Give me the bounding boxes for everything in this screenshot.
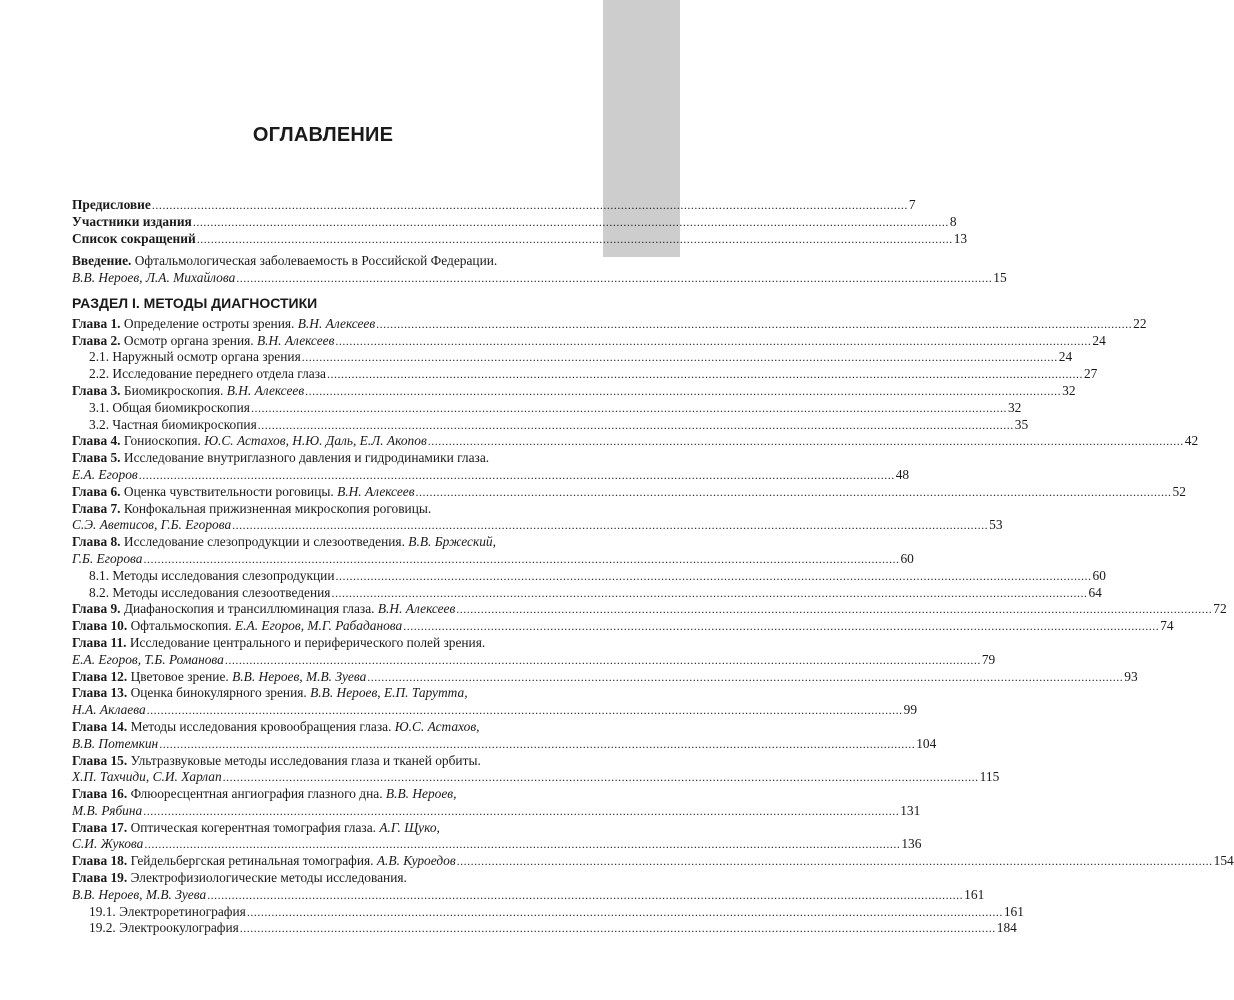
toc-chapter-19-authors[interactable] bbox=[72, 886, 985, 904]
dot-leader bbox=[147, 702, 903, 719]
toc-page: 115 bbox=[979, 769, 1000, 785]
toc-chapter-7-authors[interactable] bbox=[72, 517, 1003, 534]
chapter-title: Гейдельбергская ретинальная томография. bbox=[130, 853, 374, 869]
dot-leader bbox=[331, 585, 1087, 602]
toc-page: 64 bbox=[1088, 584, 1102, 600]
chapter-authors: Г.Б. Егорова bbox=[72, 550, 143, 566]
chapter-title: Гониоскопия. bbox=[123, 433, 201, 449]
toc-page: 161 bbox=[1003, 903, 1024, 919]
dot-leader bbox=[159, 736, 915, 753]
toc-page: 154 bbox=[1213, 853, 1234, 869]
chapter-title: Исследование слезопродукции и слезоотведения. bbox=[123, 534, 405, 550]
toc-page: 22 bbox=[1133, 315, 1147, 331]
chapter-authors: С.Э. Аветисов, Г.Б. Егорова bbox=[72, 517, 232, 533]
chapter-number: Глава 4. bbox=[72, 433, 121, 449]
dot-leader bbox=[143, 551, 899, 568]
dot-leader bbox=[367, 669, 1123, 686]
chapter-number: Глава 1. bbox=[72, 315, 121, 331]
dot-leader bbox=[247, 904, 1003, 921]
dot-leader bbox=[305, 383, 1061, 400]
toc-chapter-1[interactable] bbox=[72, 315, 1147, 333]
dot-leader bbox=[456, 601, 1212, 618]
toc-chapter-19[interactable] bbox=[72, 870, 564, 887]
chapter-authors: В.Н. Алексеев bbox=[337, 483, 415, 499]
chapter-authors: Е.А. Егоров, М.Г. Рабаданова bbox=[234, 618, 403, 634]
chapter-title: Оценка чувствительности роговицы. bbox=[123, 483, 334, 499]
toc-page: 74 bbox=[1160, 618, 1174, 634]
chapter-title: Оптическая когерентная томография глаза. bbox=[130, 819, 376, 835]
toc-subsection-19-2[interactable] bbox=[72, 920, 1017, 937]
subsection-title: 8.2. Методы исследования слезоотведения bbox=[89, 584, 331, 600]
chapter-title: Ультразвуковые методы исследования глаза и тканей орбиты. bbox=[130, 752, 481, 768]
chapter-number: Глава 11. bbox=[72, 634, 127, 650]
chapter-title: Флюоресцентная ангиография глазного дна. bbox=[130, 786, 383, 802]
dot-leader bbox=[240, 920, 996, 937]
toc-item-abbreviations[interactable] bbox=[72, 230, 968, 248]
toc-label: Предисловие bbox=[72, 197, 151, 212]
toc-page: 13 bbox=[953, 230, 968, 246]
toc-page: 184 bbox=[996, 920, 1017, 936]
chapter-number: Глава 10. bbox=[72, 618, 128, 634]
chapter-authors: Н.А. Аклаева bbox=[72, 702, 146, 718]
toc-page: 32 bbox=[1062, 382, 1076, 398]
toc-chapter-16-authors[interactable] bbox=[72, 802, 921, 820]
subsection-title: 3.2. Частная биомикроскопия bbox=[89, 416, 257, 432]
toc-label: Участники издания bbox=[72, 213, 192, 229]
toc-page: 32 bbox=[1007, 399, 1022, 415]
chapter-authors: В.Н. Алексеев bbox=[226, 382, 305, 398]
dot-leader bbox=[152, 197, 908, 214]
toc-page: 104 bbox=[916, 735, 937, 751]
toc-page: 99 bbox=[903, 702, 918, 718]
toc-subsection-19-1[interactable] bbox=[72, 903, 1024, 921]
toc-chapter-2[interactable] bbox=[72, 332, 1106, 350]
dot-leader bbox=[258, 417, 1014, 434]
chapter-number: Глава 6. bbox=[72, 483, 121, 499]
chapter-authors: А.Г. Щуко, bbox=[379, 819, 440, 835]
toc-chapter-16[interactable] bbox=[72, 786, 564, 803]
toc-page: 136 bbox=[901, 836, 922, 852]
chapter-authors: В.В. Бржеский, bbox=[408, 534, 496, 550]
toc-chapter-15-authors[interactable] bbox=[72, 769, 1000, 786]
toc-chapter-4[interactable] bbox=[72, 433, 1199, 450]
toc-chapter-7[interactable] bbox=[72, 501, 564, 518]
page-title: ОГЛАВЛЕНИЕ bbox=[252, 124, 394, 146]
subsection-title: 19.1. Электроретинография bbox=[89, 903, 246, 919]
dot-leader bbox=[144, 836, 900, 853]
dot-leader bbox=[302, 349, 1058, 366]
chapter-authors: В.В. Нероев, М.В. Зуева bbox=[232, 668, 367, 684]
toc-chapter-5-authors[interactable] bbox=[72, 466, 910, 484]
toc-chapter-13-authors[interactable] bbox=[72, 702, 918, 719]
chapter-authors: В.В. Нероев, bbox=[385, 786, 457, 802]
toc-chapter-3[interactable] bbox=[72, 382, 1076, 400]
toc-page: 35 bbox=[1014, 416, 1029, 432]
chapter-title: Исследование внутриглазного давления и гидродинамики глаза. bbox=[123, 450, 490, 466]
dot-leader bbox=[139, 467, 895, 484]
toc-subsection-3-2[interactable] bbox=[72, 416, 1029, 434]
dot-leader bbox=[457, 853, 1213, 870]
toc-subsection-2-2[interactable] bbox=[72, 366, 1098, 383]
toc-chapter-9[interactable] bbox=[72, 601, 1227, 618]
toc-page: 15 bbox=[993, 270, 1007, 286]
chapter-number: Глава 15. bbox=[72, 752, 128, 768]
toc-page: 93 bbox=[1124, 668, 1138, 684]
dot-leader bbox=[403, 618, 1159, 635]
chapter-authors: Е.А. Егоров bbox=[72, 466, 138, 482]
chapter-authors: Ю.С. Астахов, Н.Ю. Даль, Е.Л. Акопов bbox=[204, 433, 427, 449]
chapter-authors: В.Н. Алексеев bbox=[297, 315, 376, 331]
toc-page: 131 bbox=[900, 802, 921, 818]
toc-page: 8 bbox=[949, 213, 957, 229]
chapter-number: Глава 14. bbox=[72, 718, 128, 734]
toc-chapter-8-authors[interactable] bbox=[72, 550, 914, 568]
toc-chapter-11-authors[interactable] bbox=[72, 651, 996, 669]
toc-label: Введение. bbox=[72, 253, 132, 269]
subsection-title: 3.1. Общая биомикроскопия bbox=[89, 399, 250, 415]
chapter-authors: В.Н. Алексеев bbox=[377, 601, 456, 617]
chapter-title: Электрофизиологические методы исследования. bbox=[130, 870, 407, 886]
toc-page: 7 bbox=[908, 197, 916, 212]
toc-page: 53 bbox=[989, 517, 1003, 533]
chapter-title: Конфокальная прижизненная микроскопия роговицы. bbox=[123, 500, 432, 516]
chapter-title: Биомикроскопия. bbox=[123, 382, 224, 398]
dot-leader bbox=[376, 316, 1132, 333]
dot-leader bbox=[223, 769, 979, 786]
dot-leader bbox=[416, 484, 1172, 501]
toc-item-intro-authors[interactable] bbox=[72, 270, 1007, 287]
toc-item-contributors[interactable] bbox=[72, 213, 957, 231]
chapter-authors: А.В. Куроедов bbox=[376, 853, 456, 869]
toc-page: 60 bbox=[900, 550, 914, 566]
chapter-number: Глава 7. bbox=[72, 500, 121, 516]
chapter-authors: В.В. Потемкин bbox=[72, 735, 159, 751]
toc-chapter-17-authors[interactable] bbox=[72, 836, 922, 853]
chapter-title: Методы исследования кровообращения глаза. bbox=[130, 718, 392, 734]
toc-page: 24 bbox=[1092, 332, 1106, 348]
subsection-title: 2.2. Исследование переднего отдела глаза bbox=[89, 366, 326, 382]
toc-chapter-6[interactable] bbox=[72, 483, 1186, 501]
chapter-number: Глава 18. bbox=[72, 853, 128, 869]
toc-page: 24 bbox=[1058, 349, 1073, 365]
subsection-title: 19.2. Электроокулография bbox=[89, 920, 239, 936]
chapter-number: Глава 16. bbox=[72, 786, 128, 802]
chapter-authors: М.В. Рябина bbox=[72, 802, 143, 818]
chapter-number: Глава 3. bbox=[72, 382, 121, 398]
chapter-title: Осмотр органа зрения. bbox=[123, 332, 254, 348]
toc-chapter-13[interactable] bbox=[72, 685, 564, 702]
toc-page: 72 bbox=[1213, 601, 1227, 617]
toc-chapter-11[interactable] bbox=[72, 635, 564, 652]
dot-leader bbox=[197, 231, 953, 248]
toc-page: 42 bbox=[1184, 433, 1199, 449]
toc-page: 79 bbox=[981, 651, 996, 667]
chapter-title: Офтальмоскопия. bbox=[130, 618, 232, 634]
chapter-title: Диафаноскопия и трансиллюминация глаза. bbox=[123, 601, 375, 617]
toc-title: Офтальмологическая заболеваемость в Российской Федерации. bbox=[134, 253, 498, 269]
dot-leader bbox=[236, 270, 992, 287]
chapter-authors: В.Н. Алексеев bbox=[256, 332, 335, 348]
toc-page: 27 bbox=[1083, 366, 1098, 382]
toc-authors: В.В. Нероев, Л.А. Михайлова bbox=[72, 270, 236, 286]
chapter-number: Глава 5. bbox=[72, 450, 121, 466]
chapter-authors: В.В. Нероев, М.В. Зуева bbox=[72, 886, 207, 902]
toc-label: Список сокращений bbox=[72, 230, 196, 246]
chapter-number: Глава 12. bbox=[72, 668, 128, 684]
toc-chapter-5[interactable] bbox=[72, 450, 564, 467]
toc-subsection-2-1[interactable] bbox=[72, 349, 1073, 366]
toc-chapter-18[interactable] bbox=[72, 853, 1234, 870]
dot-leader bbox=[232, 517, 988, 534]
toc-item-preface[interactable] bbox=[72, 197, 916, 214]
dot-leader bbox=[207, 887, 963, 904]
dot-leader bbox=[428, 433, 1184, 450]
chapter-title: Цветовое зрение. bbox=[130, 668, 229, 684]
chapter-number: Глава 8. bbox=[72, 534, 121, 550]
toc-item-intro[interactable] bbox=[72, 253, 564, 270]
chapter-title: Определение остроты зрения. bbox=[123, 315, 295, 331]
toc-page: 161 bbox=[964, 886, 985, 902]
chapter-number: Глава 19. bbox=[72, 870, 128, 886]
subsection-title: 2.1. Наружный осмотр органа зрения bbox=[89, 349, 301, 365]
table-of-contents bbox=[72, 197, 1234, 937]
toc-chapter-17[interactable] bbox=[72, 820, 564, 837]
section-heading: РАЗДЕЛ I. МЕТОДЫ ДИАГНОСТИКИ bbox=[72, 294, 318, 311]
toc-chapter-12[interactable] bbox=[72, 668, 1138, 686]
dot-leader bbox=[193, 214, 949, 231]
dot-leader bbox=[336, 568, 1092, 585]
chapter-title: Исследование центрального и периферического полей зрения. bbox=[129, 634, 486, 650]
toc-chapter-15[interactable] bbox=[72, 753, 564, 770]
toc-page: 60 bbox=[1092, 567, 1106, 583]
chapter-authors: В.В. Нероев, Е.П. Тарутта, bbox=[310, 685, 468, 701]
dot-leader bbox=[327, 366, 1083, 383]
toc-subsection-8-1[interactable] bbox=[72, 567, 1106, 585]
toc-chapter-8[interactable] bbox=[72, 534, 564, 551]
chapter-number: Глава 9. bbox=[72, 601, 121, 617]
chapter-title: Оценка бинокулярного зрения. bbox=[130, 685, 307, 701]
chapter-authors: Х.П. Тахчиди, С.И. Харлап bbox=[72, 769, 222, 785]
chapter-number: Глава 2. bbox=[72, 332, 121, 348]
toc-chapter-14[interactable] bbox=[72, 719, 564, 736]
toc-chapter-10[interactable] bbox=[72, 618, 1174, 635]
dot-leader bbox=[225, 652, 981, 669]
toc-chapter-14-authors[interactable] bbox=[72, 735, 937, 753]
chapter-authors: С.И. Жукова bbox=[72, 836, 144, 852]
chapter-number: Глава 17. bbox=[72, 819, 128, 835]
dot-leader bbox=[143, 803, 899, 820]
chapter-number: Глава 13. bbox=[72, 685, 128, 701]
chapter-authors: Ю.С. Астахов, bbox=[394, 718, 480, 734]
subsection-title: 8.1. Методы исследования слезопродукции bbox=[89, 567, 335, 583]
dot-leader bbox=[251, 400, 1007, 417]
chapter-authors: Е.А. Егоров, Т.Б. Романова bbox=[72, 651, 224, 667]
toc-page: 48 bbox=[895, 466, 910, 482]
toc-page: 52 bbox=[1172, 483, 1186, 499]
toc-subsection-8-2[interactable] bbox=[72, 584, 1102, 602]
toc-subsection-3-1[interactable] bbox=[72, 399, 1022, 417]
dot-leader bbox=[335, 333, 1091, 350]
